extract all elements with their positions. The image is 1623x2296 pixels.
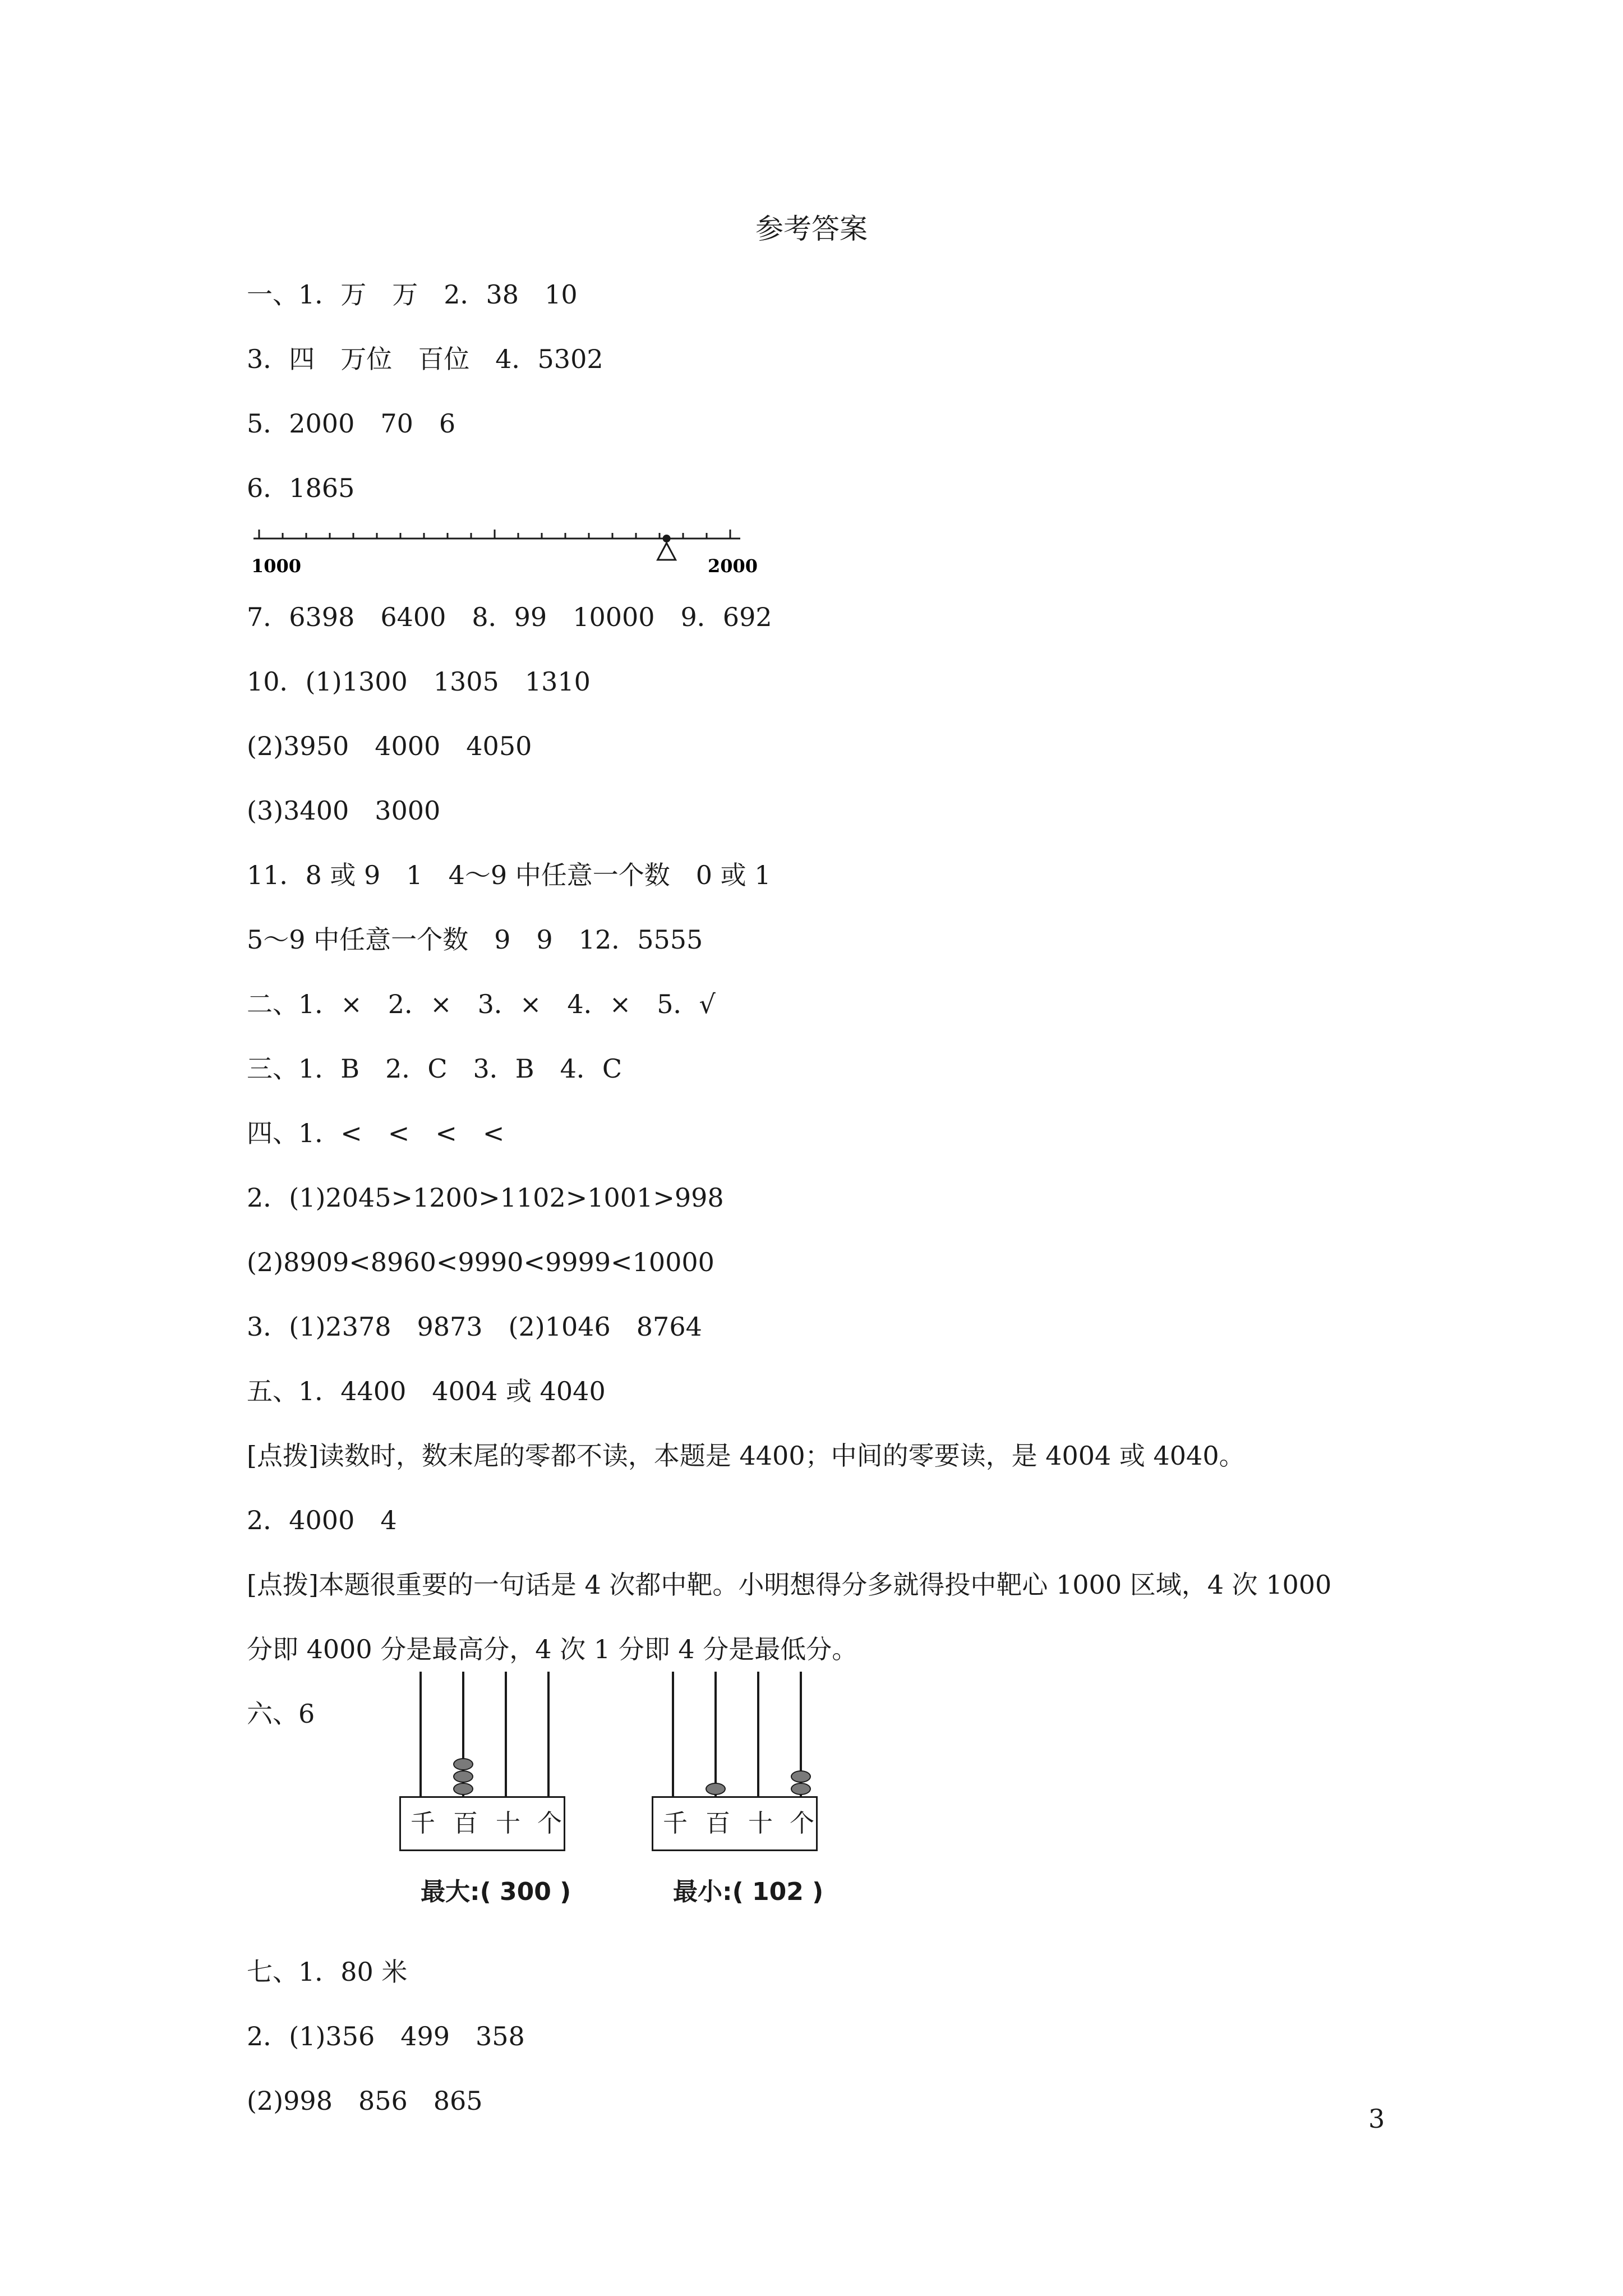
answer-line: 六、6 — [247, 1699, 315, 1729]
abacus-frame — [652, 1796, 818, 1851]
answer-line: (2)8909<8960<9990<9999<10000 — [247, 1247, 714, 1277]
abacus-frame — [399, 1796, 565, 1851]
abacus-bead — [453, 1758, 473, 1770]
abacus-place-tens: 十 — [748, 1809, 773, 1838]
answer-line: 2．(1)356 499 358 — [247, 2021, 525, 2051]
abacus-bead — [706, 1783, 726, 1795]
abacus-rod — [757, 1672, 759, 1796]
answer-line: 3．四 万位 百位 4．5302 — [247, 344, 603, 374]
answer-line: 五、1．4400 4004 或 4040 — [247, 1376, 606, 1406]
answer-line: 7．6398 6400 8．99 10000 9．692 — [247, 602, 772, 632]
answer-line: 二、1．× 2．× 3．× 4．× 5．√ — [247, 989, 716, 1019]
answer-line: 分即 4000 分是最高分，4 次 1 分即 4 分是最低分。 — [247, 1634, 858, 1664]
answer-line: (3)3400 3000 — [247, 795, 441, 826]
abacus-min — [652, 1672, 824, 1907]
abacus-place-hundreds: 百 — [706, 1809, 730, 1838]
answer-line: (2)998 856 865 — [247, 2086, 483, 2116]
answer-line: 2．(1)2045>1200>1102>1001>998 — [247, 1182, 724, 1213]
abacus-rod — [419, 1672, 422, 1796]
answer-line: 5．2000 70 6 — [247, 408, 456, 439]
abacus-bead — [791, 1770, 811, 1783]
number-line-end-label: 2000 — [708, 555, 758, 577]
answer-line: 11．8 或 9 1 4～9 中任意一个数 0 或 1 — [247, 860, 771, 890]
abacus-label-min: 最小:( 102 ) — [673, 1878, 824, 1906]
abacus-rod — [714, 1672, 717, 1796]
answer-line: 2．4000 4 — [247, 1505, 397, 1535]
answer-line: 一、1．万 万 2．38 10 — [247, 279, 578, 310]
abacus-place-hundreds: 百 — [453, 1809, 478, 1838]
abacus-rod — [547, 1672, 550, 1796]
abacus-rod — [672, 1672, 674, 1796]
answer-line: 四、1．< < < < — [247, 1118, 505, 1148]
number-line-triangle-marker — [658, 543, 676, 560]
answer-line: 七、1．80 米 — [247, 1957, 408, 1987]
abacus-label-max: 最大:( 300 ) — [421, 1878, 571, 1906]
number-line — [247, 528, 785, 579]
answer-line: [点拨]本题很重要的一句话是 4 次都中靶。小明想得分多就得投中靶心 1000 区域，4 次 1000 — [247, 1570, 1332, 1600]
abacus-bead — [791, 1783, 811, 1795]
abacus-place-thousands: 千 — [663, 1809, 688, 1838]
answer-line: 6．1865 — [247, 473, 355, 503]
answer-line: (2)3950 4000 4050 — [247, 731, 532, 761]
number-line-start-label: 1000 — [251, 555, 302, 577]
abacus-place-tens: 十 — [496, 1809, 520, 1838]
abacus-rod — [505, 1672, 507, 1796]
abacus-bead — [453, 1783, 473, 1795]
abacus-place-ones: 个 — [790, 1809, 814, 1838]
answer-line: 三、1．B 2．C 3．B 4．C — [247, 1053, 623, 1084]
abacus-place-thousands: 千 — [411, 1809, 435, 1838]
answer-line: 5～9 中任意一个数 9 9 12．5555 — [247, 924, 703, 955]
abacus-max — [399, 1672, 571, 1907]
abacus-bead — [453, 1770, 473, 1783]
number-line-ticks — [259, 530, 730, 539]
answer-line: 3．(1)2378 9873 (2)1046 8764 — [247, 1312, 702, 1342]
answer-line: 10．(1)1300 1305 1310 — [247, 666, 591, 697]
abacus-place-ones: 个 — [537, 1809, 562, 1838]
answer-line: [点拨]读数时，数末尾的零都不读，本题是 4400；中间的零要读，是 4004 或 4040。 — [247, 1441, 1245, 1471]
page-number: 3 — [1368, 2104, 1385, 2134]
page-title: 参考答案 — [755, 213, 868, 245]
